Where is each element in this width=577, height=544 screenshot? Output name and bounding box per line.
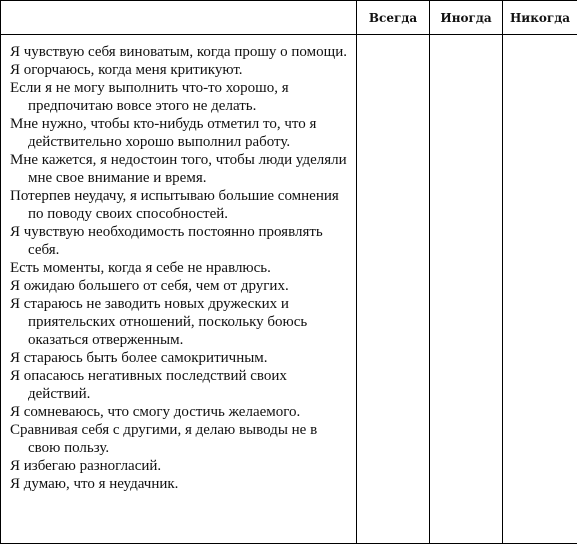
statement-item: Я чувствую себя виноватым, когда прошу о помощи. [10, 44, 347, 60]
never-answer-cell[interactable] [503, 35, 577, 544]
statement-item: Потерпев неудачу, я испытываю большие сомнения по поводу своих способностей. [10, 188, 339, 222]
statement-item: Я чувствую необходимость постоянно проявлять себя. [10, 224, 323, 258]
header-sometimes: Иногда [430, 1, 503, 35]
header-row [1, 1, 577, 35]
statement-item: Я сомневаюсь, что смогу достичь желаемого. [10, 404, 301, 420]
header-always: Всегда [357, 1, 430, 35]
header-statement [1, 1, 357, 35]
statement-item: Есть моменты, когда я себе не нравлюсь. [10, 260, 271, 276]
statement-item: Если я не могу выполнить что-то хорошо, я предпочитаю вовсе этого не делать. [10, 80, 289, 114]
always-answer-cell[interactable] [357, 35, 430, 544]
statement-item: Я огорчаюсь, когда меня критикуют. [10, 62, 243, 78]
statement-item: Я ожидаю большего от себя, чем от других. [10, 278, 289, 294]
statement-item: Мне нужно, чтобы кто-нибудь отметил то, что я действительно хорошо выполнил работу. [10, 116, 317, 150]
statement-item: Я избегаю разногласий. [10, 458, 162, 474]
statement-item: Я думаю, что я неудачник. [10, 476, 179, 492]
body-row [1, 35, 577, 544]
sometimes-answer-cell[interactable] [430, 35, 503, 544]
statement-item: Я опасаюсь негативных последствий своих действий. [10, 368, 287, 402]
statement-item: Я стараюсь не заводить новых дружеских и приятельских отношений, поскольку боюсь оказаться отверженным. [10, 296, 308, 348]
header-never: Никогда [503, 1, 577, 35]
statements-cell [1, 35, 357, 544]
statement-item: Сравнивая себя с другими, я делаю выводы не в свою пользу. [10, 422, 318, 456]
statement-item: Я стараюсь быть более самокритичным. [10, 350, 268, 366]
statement-item: Мне кажется, я недостоин того, чтобы люди уделяли мне свое внимание и время. [10, 152, 347, 186]
